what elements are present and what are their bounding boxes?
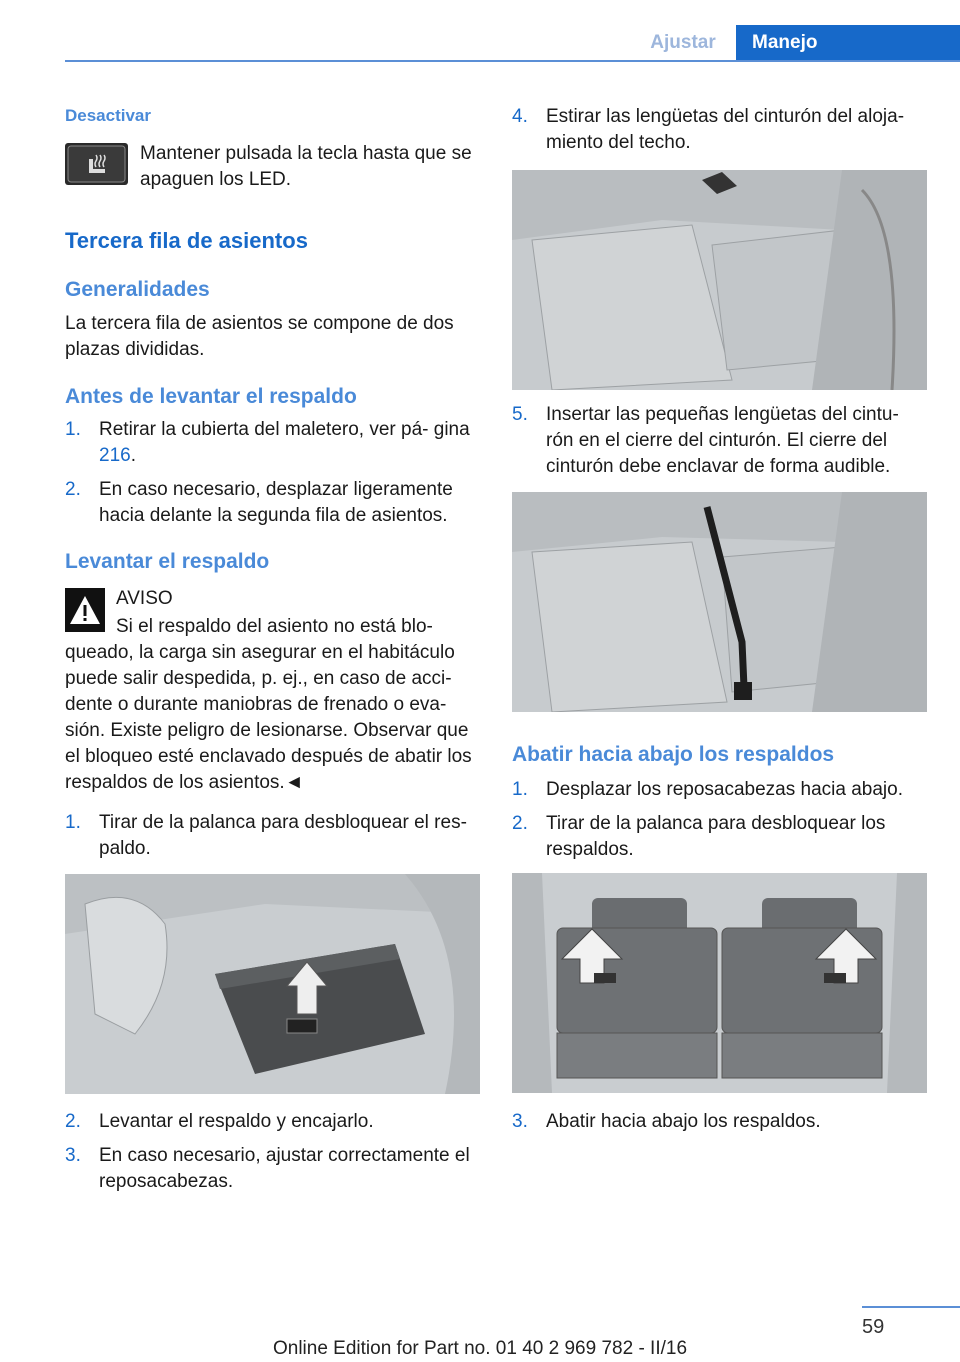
list-item — [512, 104, 927, 156]
page-number: 59 — [862, 1316, 885, 1338]
raise-steps-2-3 — [65, 1109, 480, 1195]
belt-buckle-image — [512, 492, 927, 712]
list-item — [512, 777, 927, 803]
list-item — [65, 1143, 480, 1195]
fold-step-3 — [512, 1109, 927, 1135]
list-item — [512, 1109, 927, 1135]
general-heading: Generalidades — [65, 278, 210, 301]
step-text: Levantar el respaldo y encajarlo. — [99, 1111, 374, 1132]
fold-heading: Abatir hacia abajo los respaldos — [512, 743, 835, 766]
step-number: 1. — [512, 779, 528, 800]
step-tail: . — [130, 445, 136, 466]
list-item — [65, 417, 480, 469]
fold-backrests-image — [512, 873, 927, 1093]
step-text: Insertar las pequeñas lengüetas del cintu- rón en el cierre del cinturón. El cierre del cinturón debe enclavar de forma audible. — [546, 404, 899, 477]
fold-steps-1-2 — [512, 777, 927, 863]
general-text: La tercera fila de asientos se compone de dos plazas divididas. — [65, 313, 454, 360]
step-number: 2. — [512, 813, 528, 834]
step-number: 2. — [65, 479, 81, 500]
step-number: 3. — [512, 1111, 528, 1132]
list-item — [512, 402, 927, 480]
footer-rule — [862, 1306, 960, 1308]
seat-heating-icon — [65, 143, 128, 185]
step-text: Tirar de la palanca para desbloquear el res- paldo. — [99, 812, 467, 859]
list-item — [65, 1109, 480, 1135]
step-text: Abatir hacia abajo los respaldos. — [546, 1111, 821, 1132]
step-text: En caso necesario, desplazar ligeramente hacia delante la segunda fila de asientos. — [99, 479, 453, 526]
step-number: 1. — [65, 812, 81, 833]
step-text: En caso necesario, ajustar correctamente el reposacabezas. — [99, 1145, 470, 1192]
raise-step-1 — [65, 810, 480, 862]
before-heading: Antes de levantar el respaldo — [65, 385, 357, 408]
list-item — [65, 810, 480, 862]
step-number: 1. — [65, 419, 81, 440]
deactivate-text: Mantener pulsada la tecla hasta que se apaguen los LED. — [140, 143, 472, 190]
right-step-4 — [512, 104, 927, 156]
step-text: Tirar de la palanca para desbloquear los respaldos. — [546, 813, 886, 860]
raise-heading: Levantar el respaldo — [65, 550, 270, 573]
edition-footer: Online Edition for Part no. 01 40 2 969 782 - II/16 — [272, 1338, 688, 1359]
step-number: 4. — [512, 106, 528, 127]
step-number: 2. — [65, 1111, 81, 1132]
list-item — [65, 477, 480, 529]
before-steps — [65, 417, 480, 529]
step-text: Estirar las lengüetas del cinturón del aloja- miento del techo. — [546, 106, 905, 153]
header-rule — [65, 60, 960, 62]
step-number: 5. — [512, 404, 528, 425]
seat-heating-key-image — [65, 143, 128, 185]
step-number: 3. — [65, 1145, 81, 1166]
step-text: Retirar la cubierta del maletero, ver pá- gina — [99, 419, 470, 440]
step-text: Desplazar los reposacabezas hacia abajo. — [546, 779, 903, 800]
warning-title: AVISO — [116, 588, 173, 609]
unlock-lever-image — [65, 874, 480, 1094]
warning-text: Si el respaldo del asiento no está blo- queado, la carga sin asegurar en el habitáculo puede salir despedida, p. ej., en caso de acci- dente o durante maniobras de frenado o eva- sión. Existe peligro de lesionarse. Observar que el bloqueo esté enclavado después de abatir los respaldos de los asientos.◄ — [65, 616, 472, 793]
deactivate-heading: Desactivar — [65, 106, 152, 125]
section-title: Tercera fila de asientos — [65, 228, 308, 253]
tab-manejo[interactable]: Manejo — [736, 25, 960, 62]
list-item — [512, 811, 927, 863]
roof-belt-image — [512, 170, 927, 390]
right-step-5 — [512, 402, 927, 480]
page-link[interactable]: 216 — [99, 445, 131, 466]
tab-ajustar[interactable]: Ajustar — [650, 32, 716, 53]
